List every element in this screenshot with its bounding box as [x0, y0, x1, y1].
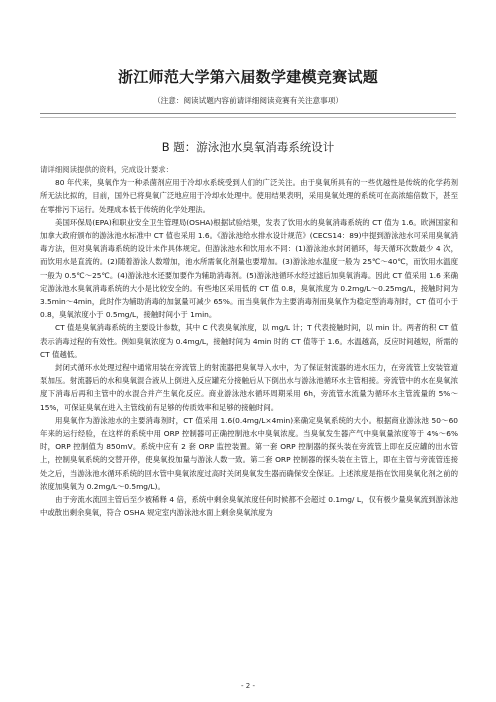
- paragraph: 由于旁流水流回主管后至少被稀释 4 倍，系统中剩余臭氧浓度任何时候都不会超过 0.1mg/ L，仅有极少量臭氧流到游泳池中或散出剩余臭氧，符合 OSHA 规定室内游泳池水面上剩余臭氧浓度为: [40, 495, 458, 518]
- paragraph: CT 值是臭氧消毒系统的主要设计参数，其中 C 代表臭氧浓度，以 mg/L 计；T 代表接触时间，以 min 计。两者的积 CT 值表示消毒过程的有效性。例如臭氧浓度为 0.4mg/L，接触时间为 4min 时的 CT 值等于 1.6。水温越高，反应时间越短，所需的 CT 值越低。: [40, 323, 458, 359]
- page-number: - 2 -: [241, 682, 255, 690]
- competition-title: 浙江师范大学第六届数学建模竞赛试题: [117, 68, 379, 86]
- attention-notice: （注意：阅读试题内容前请详细阅读竞赛有关注意事项）: [153, 96, 343, 105]
- paragraph: 用臭氧作为游泳池水的主要消毒剂时，CT 值采用 1.6(0.4mg/L×4min)来确定臭氧系统的大小。根据商业游泳池 50～60 年来的运行经验，在这样的系统中用 ORP 控制器可正确控制池水中臭氧浓度。当臭氧发生器产气中臭氧量浓度等于 4%～6%时，ORP 控制值为 850mV。系统中应有 2 套 ORP 监控装置。第一套 ORP 控制器的探头装在旁流管上即在反应罐的出水管上，控制臭氧系统的交替开停，使臭氧投加量与游泳人数一致。第二套 ORP 控制器的探头装在主管上，即在主管与旁流管连接处之后，当游泳池水循环系统的回水管中臭氧浓度过高时关闭臭氧发生器而确保安全保证。上述浓度是指在饮用臭氧化剂之前的浓度加臭氧为 0.2mg/L～0.5mg/L)。: [40, 415, 458, 491]
- problem-title: B 题：游泳池水臭氧消毒系统设计: [161, 140, 335, 154]
- paragraph: 美国环保局(EPA)和职业安全卫生管理局(OSHA)根据试验结果，发表了饮用水的臭氧消毒系统的 CT 值为 1.6。欧洲国家和加拿大政府颁布的游泳池水标准中 CT 值也采用 1.6。《游泳池给水排水设计规范》(CECS14：89)中提到游泳池水可采用臭氧消毒方法，但对臭氧消毒系统的设计未作具体规定。但游泳池水和饮用水不同：(1)游泳池水封闭循环，每天循环次数最少 4 次，而饮用水是直流的。(2)随着游泳人数增加，池水所需氧化剂量也要增加。(3)游泳池水温度一般为 25℃～40℃，而饮用水温度一般为 0.5℃～25℃。(4)游泳池水还要加要作为辅助消毒剂。(5)游泳池循环水经过滤后加臭氧消毒。因此 CT 值采用 1.6 来确定游泳池水臭氧消毒系统的大小是比较安全的。有些地区采用低的 CT 值 0.8，臭氧浓度为 0.2mg/L～0.25mg/L，接触时间为 3.5min～4min，此时作为辅助消毒的加氯量可减少 65%。而当臭氧作为主要消毒剂而臭氧作为稳定型消毒剂时，CT 值可小于 0.8，臭氧浓度小于 0.5mg/L，接触时间小于 1min。: [40, 217, 458, 320]
- header-rule-bottom: [40, 117, 456, 118]
- paragraph: 封闭式循环水处理过程中通常用装在旁流管上的射流器把臭氧导入水中，为了保证射流器的进水压力，在旁流管上安装管道泵加压。射流器后的水和臭氧混合液从上倒进入反应罐充分接触后从下倒出水与游泳池循环水主管相接。旁流管中的水在臭氧浓度下消毒后再和主管中的水混合并产生氧化反应。商业游泳池水循环周期采用 6h，旁流管水流量为循环水主管流量的 5%～15%，可保证臭氧在进入主管线前有足够的传质效率和足够的接触时间。: [40, 363, 458, 412]
- instruction-line: 请详细阅读提供的资料，完成设计要求：: [40, 165, 174, 174]
- paragraph: 80 年代来，臭氧作为一种杀菌剂应用于冷却水系统受到人们的广泛关注。由于臭氧所具有的一些优越性是传统的化学药剂所无法比拟的，目前，国外已将臭氧广泛地应用于冷却水处理中。使用结果表明，采用臭氧处理的系统可在高浓缩倍数下，甚至在零排污下运行。处理成本低于传统的化学处理法。: [40, 178, 458, 214]
- problem-body: [40, 163, 458, 519]
- header-rule-top: [40, 113, 456, 114]
